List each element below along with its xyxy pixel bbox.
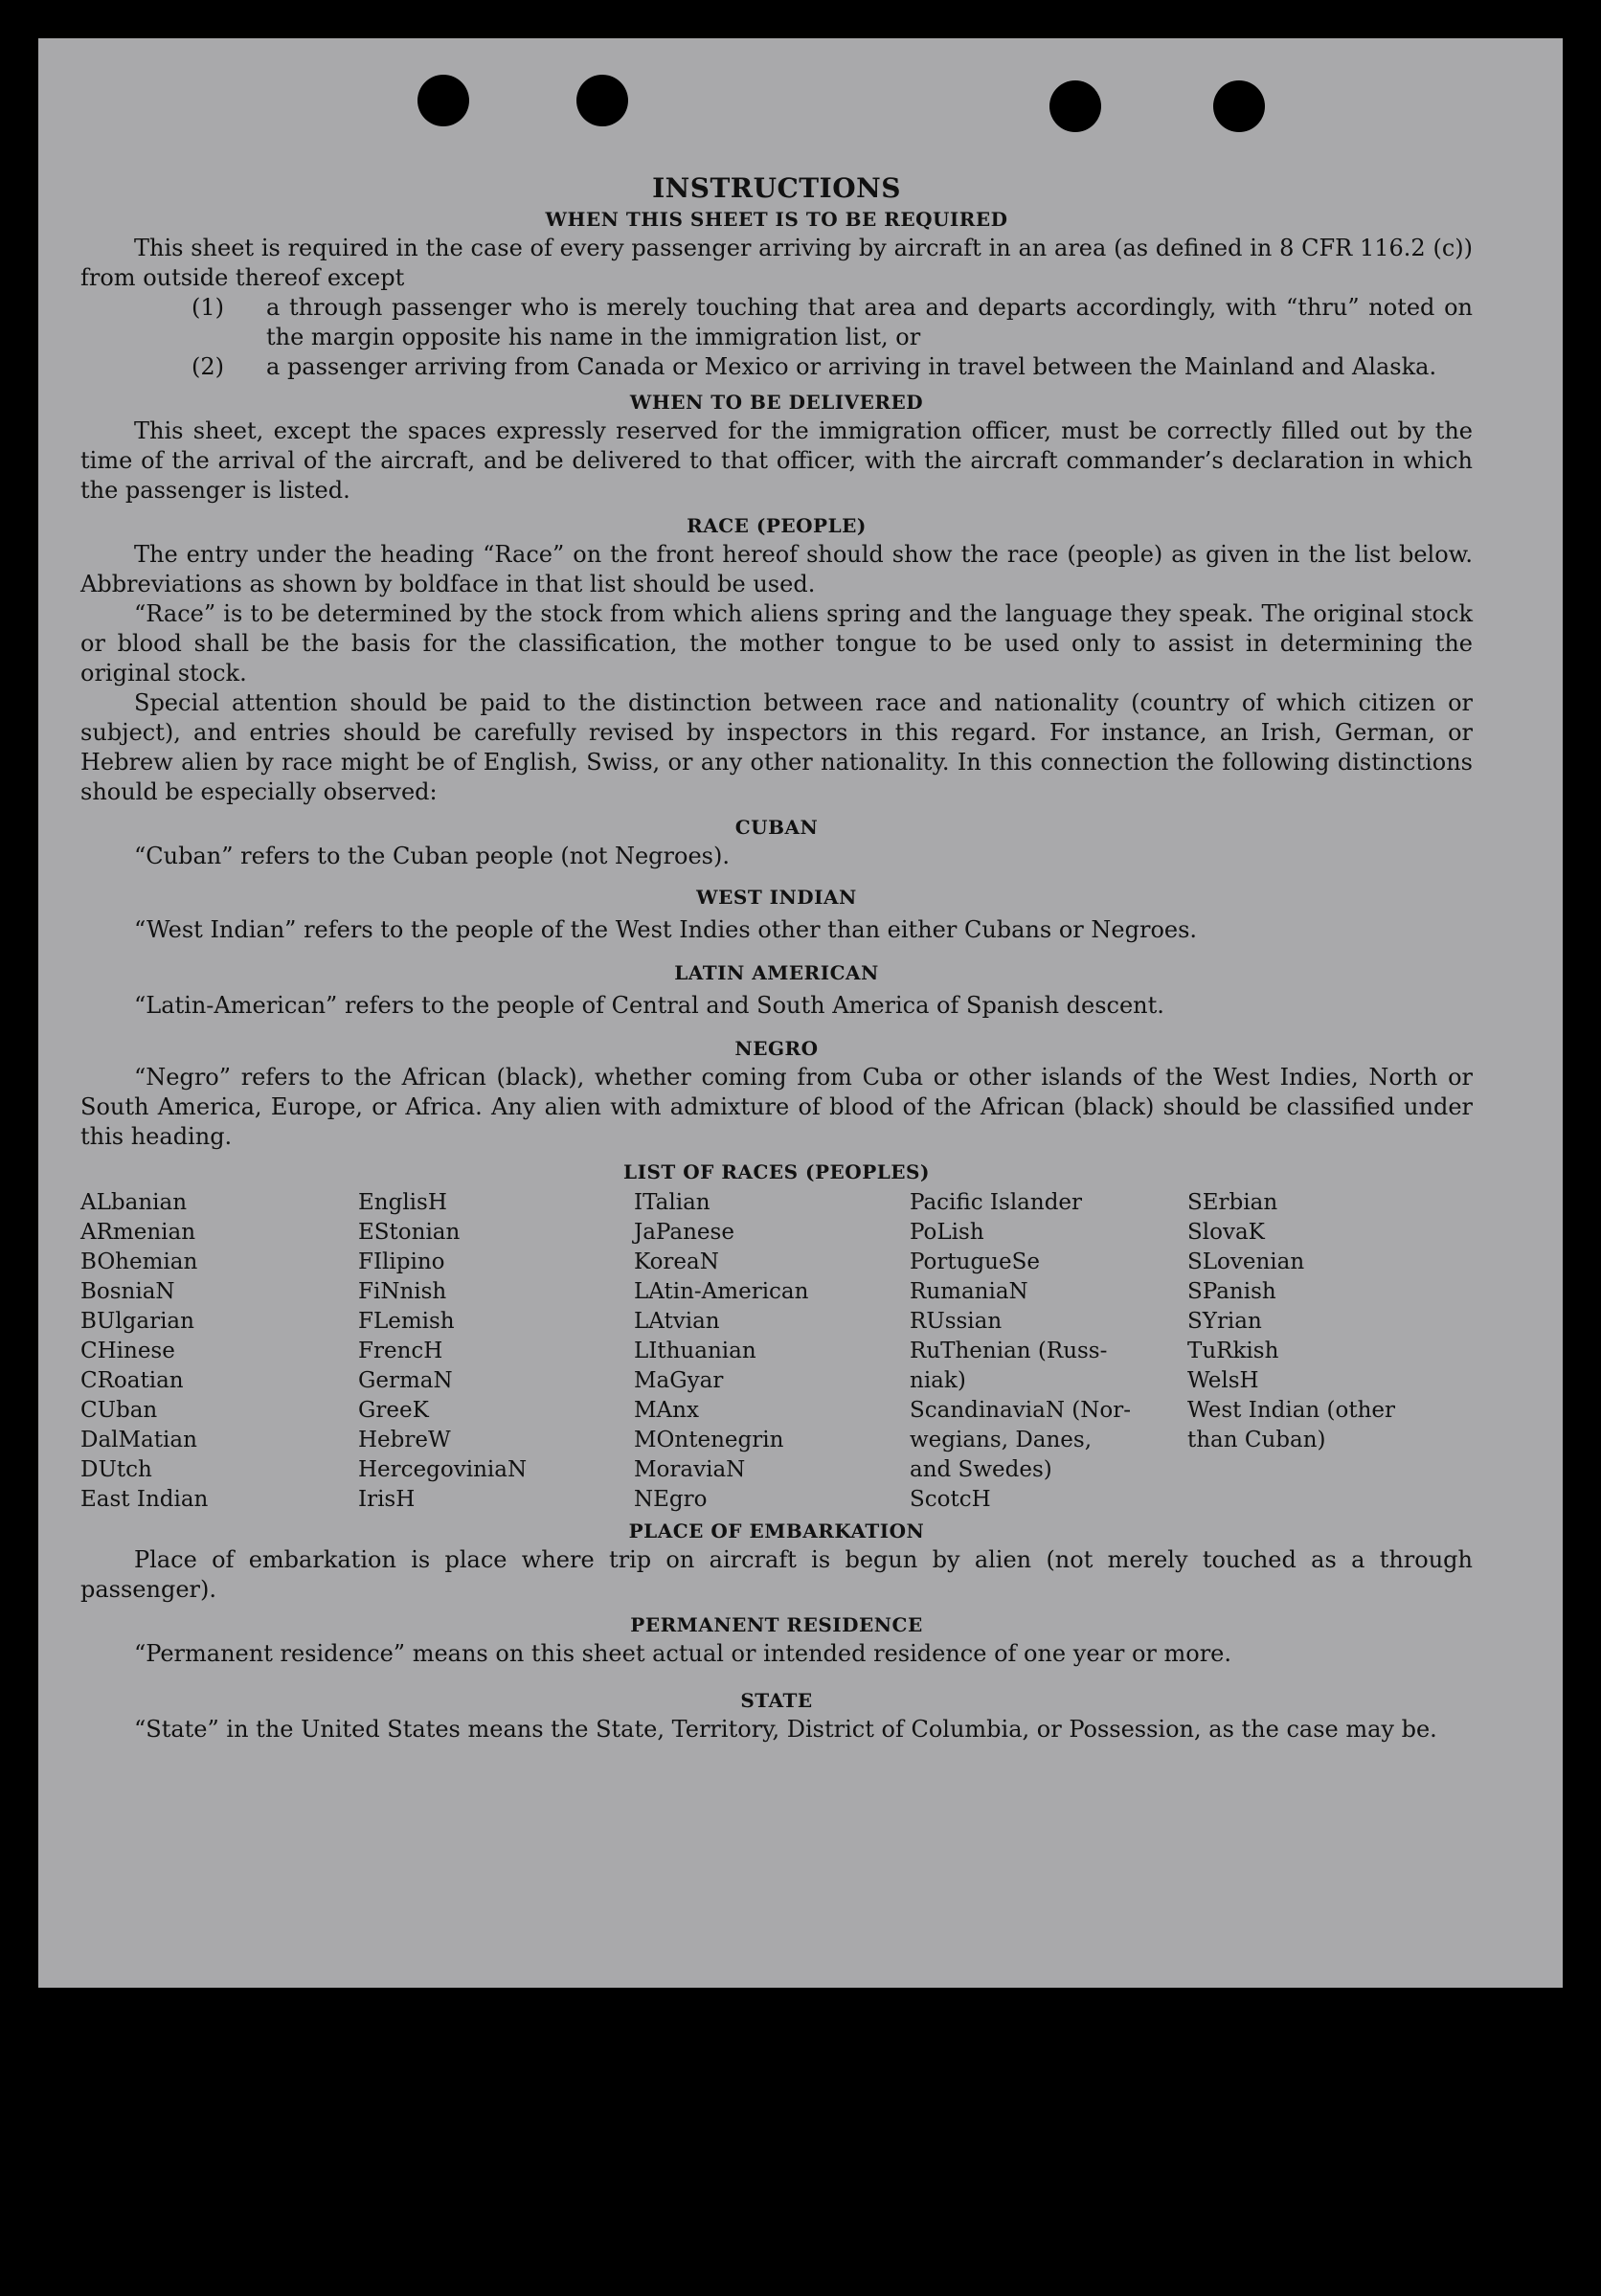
race-entry: NEgro	[634, 1487, 708, 1512]
paragraph: “Permanent residence” means on this sheet actual or intended residence of one year or more.	[134, 1640, 1231, 1667]
race-entry: SLovenian	[1187, 1249, 1305, 1274]
document-sheet	[38, 38, 1563, 1988]
section-heading: RACE (PEOPLE)	[687, 514, 867, 537]
race-entry: HercegoviniaN	[358, 1457, 528, 1482]
race-entry: WelsH	[1187, 1368, 1259, 1393]
page-title: INSTRUCTIONS	[652, 172, 901, 204]
race-entry: PortugueSe	[910, 1249, 1040, 1274]
race-entry: CRoatian	[80, 1368, 184, 1393]
races-column	[1187, 1188, 1465, 1515]
paragraph: Place of embarkation is place where trip on aircraft is begun by alien (not merely touched as a through passenger).	[80, 1546, 1473, 1603]
race-entry: MaGyar	[634, 1368, 724, 1393]
race-entry: GreeK	[358, 1398, 429, 1423]
race-entry: EStonian	[358, 1220, 461, 1245]
punch-hole	[576, 75, 628, 126]
race-entry: ARmenian	[80, 1220, 196, 1245]
list-item	[192, 293, 1473, 352]
section-heading: NEGRO	[734, 1037, 819, 1060]
race-entry: IrisH	[358, 1487, 416, 1512]
race-entry: BOhemian	[80, 1249, 198, 1274]
race-entry: DalMatian	[80, 1428, 197, 1452]
paragraph: “Latin-American” refers to the people of Central and South America of Spanish descent.	[134, 992, 1164, 1019]
races-list	[80, 1188, 1473, 1515]
paragraph: This sheet, except the spaces expressly reserved for the immigration officer, must be correctly filled out by the time of the arrival of the aircraft, and be delivered to that officer, with the aircraft commander’s declaration in which the passenger is listed.	[80, 417, 1473, 504]
paragraph: “Race” is to be determined by the stock from which aliens spring and the language they speak. The original stock or blood shall be the basis for the classification, the mother tongue to be used only to assist in determining the original stock.	[80, 600, 1473, 687]
race-entry: SErbian	[1187, 1190, 1278, 1215]
race-entry: LIthuanian	[634, 1339, 756, 1363]
race-entry: FIlipino	[358, 1249, 445, 1274]
race-entry: LAtvian	[634, 1309, 720, 1334]
race-entry: LAtin-American	[634, 1279, 809, 1304]
race-entry: MOntenegrin	[634, 1428, 784, 1452]
section-heading: WHEN TO BE DELIVERED	[629, 391, 924, 414]
section-heading: CUBAN	[734, 816, 819, 839]
race-entry: ScandinaviaN (Nor- wegians, Danes, and Swedes)	[910, 1398, 1131, 1482]
section-heading: STATE	[740, 1689, 813, 1712]
race-entry: SPanish	[1187, 1279, 1276, 1304]
race-entry: ScotcH	[910, 1487, 991, 1512]
section-heading: PERMANENT RESIDENCE	[630, 1613, 923, 1636]
race-entry: MoraviaN	[634, 1457, 746, 1482]
paragraph: “Cuban” refers to the Cuban people (not Negroes).	[134, 843, 730, 869]
paragraph: Special attention should be paid to the distinction between race and nationality (country of which citizen or subject), and entries should be carefully revised by inspectors in this regard. For instance, an Irish, German, or Hebrew alien by race might be of English, Swiss, or any other nationality. In this connection the following distinctions should be especially observed:	[80, 689, 1473, 805]
race-entry: TuRkish	[1187, 1339, 1279, 1363]
races-column	[634, 1188, 910, 1515]
paragraph: “Negro” refers to the African (black), whether coming from Cuba or other islands of the West Indies, North or South America, Europe, or Africa. Any alien with admixture of blood of the African (black) should be classified under this heading.	[80, 1064, 1473, 1150]
race-entry: MAnx	[634, 1398, 699, 1423]
race-entry: BUlgarian	[80, 1309, 194, 1334]
punch-hole	[1213, 80, 1265, 132]
races-column	[358, 1188, 634, 1515]
race-entry: East Indian	[80, 1487, 209, 1512]
race-entry: EnglisH	[358, 1190, 447, 1215]
item-text: a through passenger who is merely touching that area and departs accordingly, with “thru” noted on the margin opposite his name in the immigration list, or	[266, 294, 1473, 350]
race-entry: FiNnish	[358, 1279, 447, 1304]
race-entry: HebreW	[358, 1428, 451, 1452]
race-entry: RUssian	[910, 1309, 1003, 1334]
races-column	[910, 1188, 1187, 1515]
paragraph: This sheet is required in the case of every passenger arriving by aircraft in an area (as defined in 8 CFR 116.2 (c)) from outside thereof except	[80, 235, 1473, 291]
race-entry: CUban	[80, 1398, 158, 1423]
item-number: (2)	[192, 353, 224, 380]
race-entry: FrencH	[358, 1339, 443, 1363]
race-entry: SYrian	[1187, 1309, 1262, 1334]
race-entry: ALbanian	[80, 1190, 188, 1215]
section-heading: LATIN AMERICAN	[674, 961, 879, 984]
item-text: a passenger arriving from Canada or Mexico or arriving in travel between the Mainland and Alaska.	[266, 353, 1437, 380]
paragraph: “West Indian” refers to the people of the West Indies other than either Cubans or Negroes.	[134, 916, 1198, 943]
race-entry: Pacific Islander	[910, 1190, 1083, 1215]
race-entry: ITalian	[634, 1190, 710, 1215]
race-entry: West Indian (other than Cuban)	[1187, 1398, 1396, 1452]
race-entry: BosniaN	[80, 1279, 175, 1304]
race-entry: SlovaK	[1187, 1220, 1265, 1245]
race-entry: DUtch	[80, 1457, 152, 1482]
race-entry: PoLish	[910, 1220, 984, 1245]
race-entry: RuThenian (Russ- niak)	[910, 1339, 1108, 1393]
paragraph: The entry under the heading “Race” on the front hereof should show the race (people) as given in the list below. Abbreviations as shown by boldface in that list should be used.	[80, 541, 1473, 597]
item-number: (1)	[192, 294, 224, 321]
paragraph: “State” in the United States means the State, Territory, District of Columbia, or Possession, as the case may be.	[134, 1716, 1437, 1743]
race-entry: GermaN	[358, 1368, 453, 1393]
section-heading: WHEN THIS SHEET IS TO BE REQUIRED	[545, 208, 1008, 231]
race-entry: FLemish	[358, 1309, 455, 1334]
race-entry: RumaniaN	[910, 1279, 1028, 1304]
race-entry: KoreaN	[634, 1249, 719, 1274]
section-heading: WEST INDIAN	[696, 886, 857, 909]
punch-hole	[417, 75, 469, 126]
races-column	[80, 1188, 358, 1515]
instructions-content	[80, 172, 1473, 1745]
race-entry: JaPanese	[634, 1220, 734, 1245]
section-heading: PLACE OF EMBARKATION	[628, 1519, 925, 1542]
list-item	[192, 352, 1473, 382]
section-heading: LIST OF RACES (PEOPLES)	[623, 1160, 930, 1183]
punch-hole	[1049, 80, 1101, 132]
race-entry: CHinese	[80, 1339, 175, 1363]
